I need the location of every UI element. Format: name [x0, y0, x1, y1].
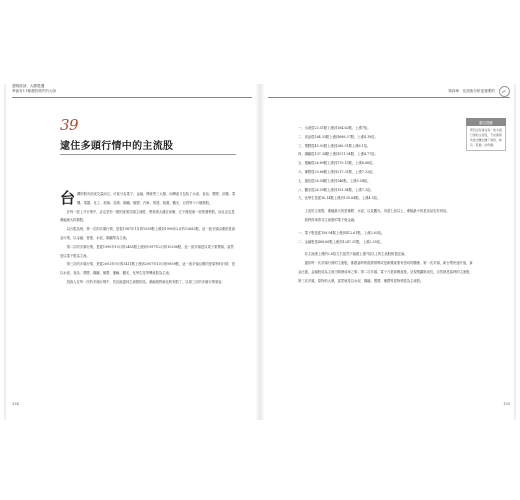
- paragraph: 通常每一次多頭行情的主流股，都跟當時的經濟情勢或是新興產業有密切的關係，第一次多頭，新台幣快速升值，資金泛濫，金融股成為主流乃順理成章之事；第二次多頭，電子乃是新興產業，呈現飛躍般成長，自然就是當時的主流股；第三次多頭，原物料大漲，當然就是以水泥、鋼鐵、塑膠、橡膠等原物料股為主流股。: [298, 261, 473, 283]
- paragraph: 第三次的多頭行情，是從2001年9月的3411點上漲到2007年10月的9859點，這一波多頭反應的是原物料行情，是以水泥、食品、塑膠、鋼鐵、橡膠、運輸、觀光、化學生技等傳產股為主流。: [60, 262, 236, 276]
- paragraph: 台灣的股市依成交量而言，可區分為電子、金融、傳產等三大類，而傳產又包括了水泥、食品、塑膠、紡織、電機、電器、化工、玻璃、造紙、鋼鐵、橡膠、汽車、營建、航運、觀光、百貨等十六個類股。: [60, 189, 236, 207]
- right-body-text: [298, 124, 474, 286]
- list-item: 九、化學生技從30.14點上漲到135.84點，上漲4.5倍。: [298, 196, 381, 201]
- drop-cap: 台: [60, 189, 76, 207]
- list-item: 六、橡膠從29.66點上漲到217.31點，上漲7.32倍。: [298, 169, 376, 174]
- header-line-1: 證明底部、大勝股選: [12, 84, 45, 88]
- page-number-left: 134: [12, 402, 19, 406]
- sector-list: [298, 124, 474, 203]
- list-item: 二、金融股是488.66點上漲到1247.31點，上漲2.55倍。: [298, 239, 384, 244]
- list-item: 五、運輸從26.89點上漲到179.15點，上漲6.66倍。: [298, 161, 376, 166]
- paragraph: 上述的主流股，漲幅最大的是橡膠、水泥，以及觀光，均達七倍以上，漲幅最小的是食品也有四倍。: [304, 209, 450, 214]
- non-mainstream-list: [298, 229, 474, 247]
- paragraph: 投資人在每一次的多頭行情中，若沒能逮到主流股的話，漲幅相對就比較有限了，以第三次的多頭行情來說：: [66, 279, 225, 284]
- paragraph: 以台股為例，第一次的多頭行情，是從1987年1月的1039點上漲到1990年2月的12682點，這一波多頭由漲的是資金行情，以金融、營建、水泥、鋼鐵等為主流。: [60, 227, 236, 240]
- left-running-header: [12, 84, 56, 94]
- list-item: 二、食品從164.33點上漲到688.37點，上漲4.19倍。: [298, 134, 378, 139]
- list-item: 一、水泥從23.51點上漲到164.62點，上漲7倍。: [298, 126, 371, 130]
- header-rule: [268, 97, 510, 98]
- list-item: 三、塑膠從45.92點上漲到280.51點上漲6.1倍。: [298, 143, 371, 148]
- sidebar-text: 既然沒有逮住每一波多頭行情的主流股，不妨換個角度去賺去賺了幾倍，就有「股價」的份額。: [466, 126, 506, 151]
- chapter-number: 39: [60, 116, 79, 134]
- header-line-2: 華倫有11種選股條件的大師: [12, 89, 57, 93]
- list-item: 一、電子股是從156.94點上漲到412.61點，上漲2.63倍。: [298, 230, 385, 235]
- title-rule: [60, 154, 236, 155]
- sidebar-tab: 觀念提醒: [466, 118, 506, 126]
- paragraph: 第二次的多頭行情，是從1990年10月的2485點上漲到1997年2月的10256點，這一波多頭是以電子業帶頭，當然是以電子股為主流。: [60, 244, 234, 258]
- header-text: 第四章 比技術分析更重要的: [448, 89, 495, 93]
- paragraph: 我們再來看非主流股的電子與金融。: [304, 217, 358, 222]
- page-number-right: 135: [503, 402, 510, 406]
- list-item: 八、觀光從26.59點上漲到191.54點，上漲7.2倍。: [298, 187, 374, 192]
- left-body-text: [60, 190, 236, 287]
- chart-icon: [499, 86, 510, 97]
- paragraph: 非主流漲上漲的2.6倍左右當然不能跟上漲7倍以上的主流股相提並論。: [304, 252, 408, 257]
- right-page: [264, 84, 516, 420]
- right-running-header: [448, 86, 510, 97]
- list-item: 四、鋼鐵從107.34點上漲到511.94點，上漲4.77倍。: [298, 152, 378, 157]
- left-page: [4, 84, 256, 420]
- header-rule: [12, 97, 252, 98]
- list-item: 七、通信從26.54點上漲到146點，上漲5.54倍。: [298, 178, 371, 183]
- paragraph: 在每一波上升行情中，必定是有一類的產業拉頭主流股，帶領著大盤往前衝，它不僅是那一波的強勢股，而且必定是漲幅最大的類股。: [60, 209, 235, 223]
- chapter-title: 逮住多頭行情中的主流股: [60, 141, 174, 152]
